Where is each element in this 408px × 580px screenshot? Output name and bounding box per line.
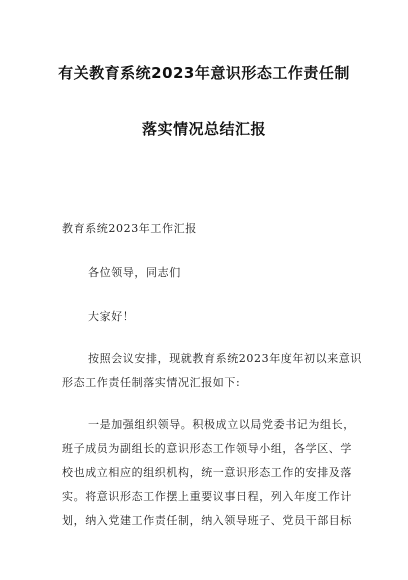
document-title-line-1: 有关教育系统2023年意识形态工作责任制: [58, 64, 350, 82]
paragraph-1-line-2: 形态工作责任制落实情况汇报如下:: [62, 376, 241, 389]
salutation: 各位领导，同志们: [88, 266, 181, 279]
paragraph-2-line-2: 班子成员为副组长的意识形态工作领导小组，各学区、学: [62, 442, 352, 455]
paragraph-2-line-3: 校也成立相应的组织机构，统一意识形态工作的安排及落: [62, 466, 352, 479]
document-title-line-2: 落实情况总结汇报: [141, 120, 266, 138]
greeting: 大家好！: [88, 310, 135, 323]
paragraph-2-line-4: 实。将意识形态工作摆上重要议事日程，列入年度工作计: [62, 490, 352, 503]
paragraph-1-line-1: 按照会议安排，现就教育系统2023年度年初以来意识: [88, 352, 362, 365]
report-heading: 教育系统2023年工作汇报: [62, 222, 197, 235]
paragraph-2-line-1: 一是加强组织领导。积极成立以局党委书记为组长，: [88, 418, 355, 431]
paragraph-2-line-5: 划，纳入党建工作责任制，纳入领导班子、党员干部目标: [62, 514, 352, 527]
